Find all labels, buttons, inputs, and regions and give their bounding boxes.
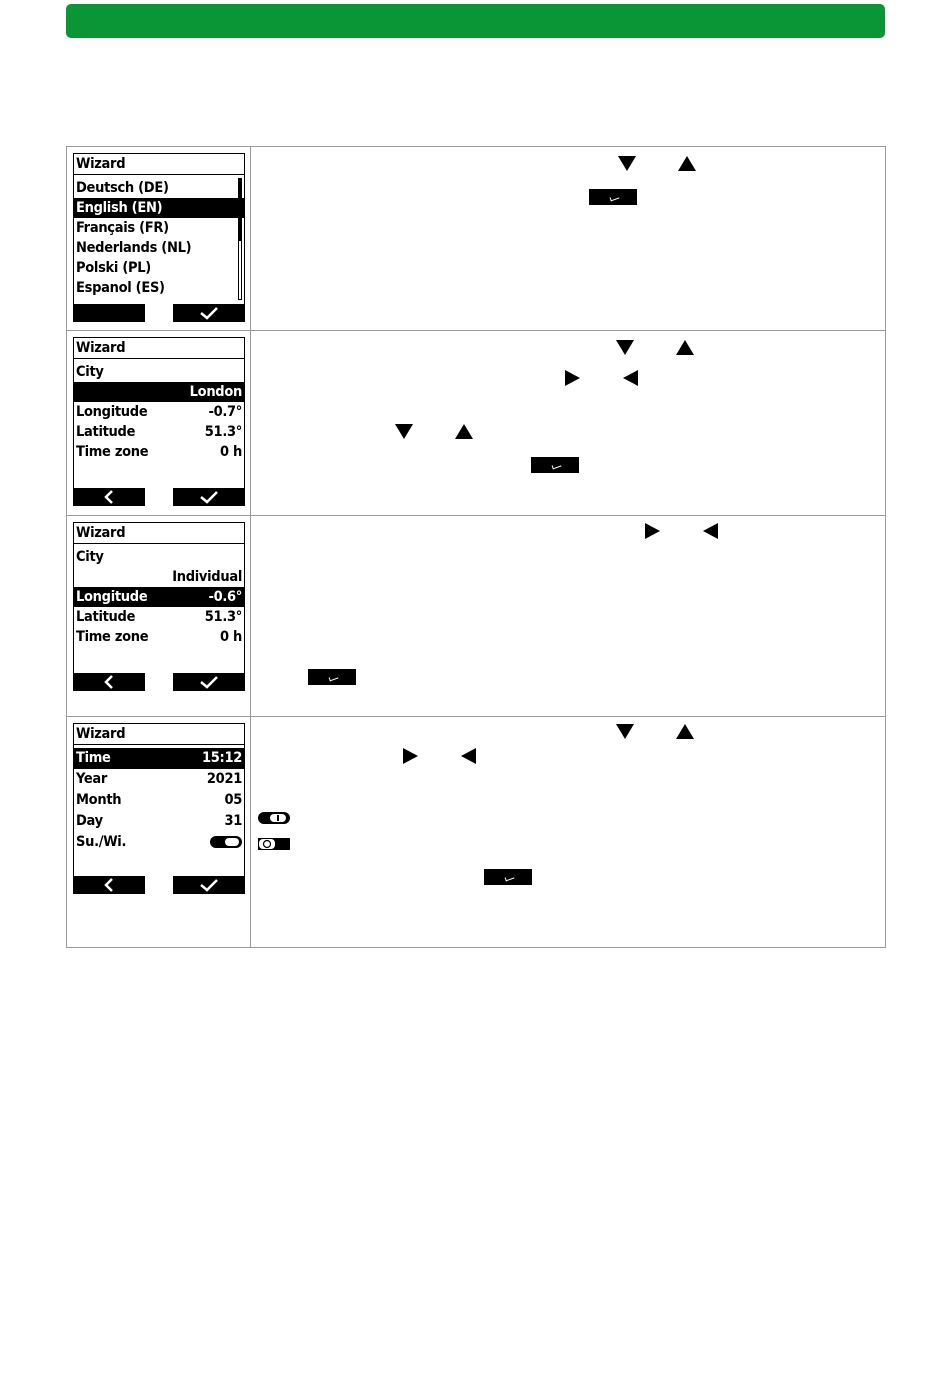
language-item[interactable]: Polski (PL) [76,260,151,276]
lcd-title: Wizard [73,153,245,175]
language-item[interactable]: Deutsch (DE) [76,180,169,196]
softkey-back[interactable] [73,488,145,506]
softkey-left[interactable] [73,304,145,322]
longitude-row[interactable]: Longitude -0.7° [76,404,242,420]
instruction-cell [251,331,886,516]
lcd-title: Wizard [73,723,245,745]
instruction-cell [251,516,886,717]
check-icon [199,490,219,504]
softkey-confirm[interactable] [173,304,245,322]
lcd-screen-language [73,153,245,322]
time-row-selected[interactable]: Time 15:12 [74,748,244,769]
timezone-row[interactable]: Time zone 0 h [76,444,242,460]
longitude-row-selected[interactable]: Longitude -0.6° [76,589,242,605]
arrow-right-icon [563,369,583,387]
softkey-bar [73,488,245,506]
screen-cell [67,147,251,331]
arrow-down-icon [617,155,637,173]
instruction-cell [251,147,886,331]
softkey-bar [73,304,245,322]
chevron-left-icon [103,878,115,892]
softkey-bar [73,876,245,894]
language-item[interactable]: Français (FR) [76,220,169,236]
screen-cell [67,717,251,948]
lcd-title: Wizard [73,522,245,544]
lcd-screen-coordinates [73,522,245,691]
softkey-confirm[interactable] [173,876,245,894]
scrollbar[interactable] [238,178,242,300]
check-icon [199,878,219,892]
dst-row[interactable]: Su./Wi. [74,832,244,853]
arrow-up-icon [675,339,695,357]
screen-cell [67,516,251,717]
screen-cell [67,331,251,516]
arrow-down-icon [394,423,414,441]
instruction-cell [251,717,886,948]
arrow-right-icon [401,747,421,765]
arrow-left-icon [621,369,641,387]
city-value[interactable]: Individual [172,569,242,585]
arrow-left-icon [459,747,479,765]
city-value-selected[interactable]: London [74,382,244,402]
latitude-row[interactable]: Latitude 51.3° [76,609,242,625]
arrow-up-icon [675,723,695,741]
lcd-screen-city [73,337,245,506]
chapter-header-bar [66,4,885,38]
year-row[interactable]: Year 2021 [76,771,242,787]
arrow-down-icon [615,339,635,357]
softkey-back[interactable] [73,673,145,691]
day-row[interactable]: Day 31 [76,813,242,829]
step-row-coordinates [67,516,886,717]
city-label: City [76,364,104,380]
latitude-row[interactable]: Latitude 51.3° [76,424,242,440]
softkey-bar [73,673,245,691]
arrow-left-icon [701,522,721,540]
scrollbar-thumb[interactable] [239,179,241,241]
month-row[interactable]: Month 05 [76,792,242,808]
city-label: City [76,549,104,565]
toggle-icon[interactable] [210,836,242,848]
arrow-down-icon [615,723,635,741]
softkey-confirm[interactable] [173,673,245,691]
ok-key-icon [308,669,356,685]
arrow-up-icon [454,423,474,441]
check-icon [199,306,219,320]
chevron-left-icon [103,490,115,504]
timezone-row[interactable]: Time zone 0 h [76,629,242,645]
step-row-time-date [67,717,886,948]
step-row-city [67,331,886,516]
check-icon [199,675,219,689]
softkey-confirm[interactable] [173,488,245,506]
language-item-selected[interactable]: English (EN) [74,198,244,218]
ok-key-icon [589,189,637,205]
ok-key-icon [531,457,579,473]
arrow-up-icon [677,155,697,173]
chevron-left-icon [103,675,115,689]
clock-toggle-icon [257,837,291,851]
ok-key-icon [484,869,532,885]
language-item[interactable]: Nederlands (NL) [76,240,192,256]
step-row-language [67,147,886,331]
lcd-screen-time-date [73,723,245,894]
softkey-back[interactable] [73,876,145,894]
lcd-title: Wizard [73,337,245,359]
wizard-steps-table [66,146,886,948]
arrow-right-icon [643,522,663,540]
language-item[interactable]: Espanol (ES) [76,280,165,296]
toggle-icon [257,811,291,825]
